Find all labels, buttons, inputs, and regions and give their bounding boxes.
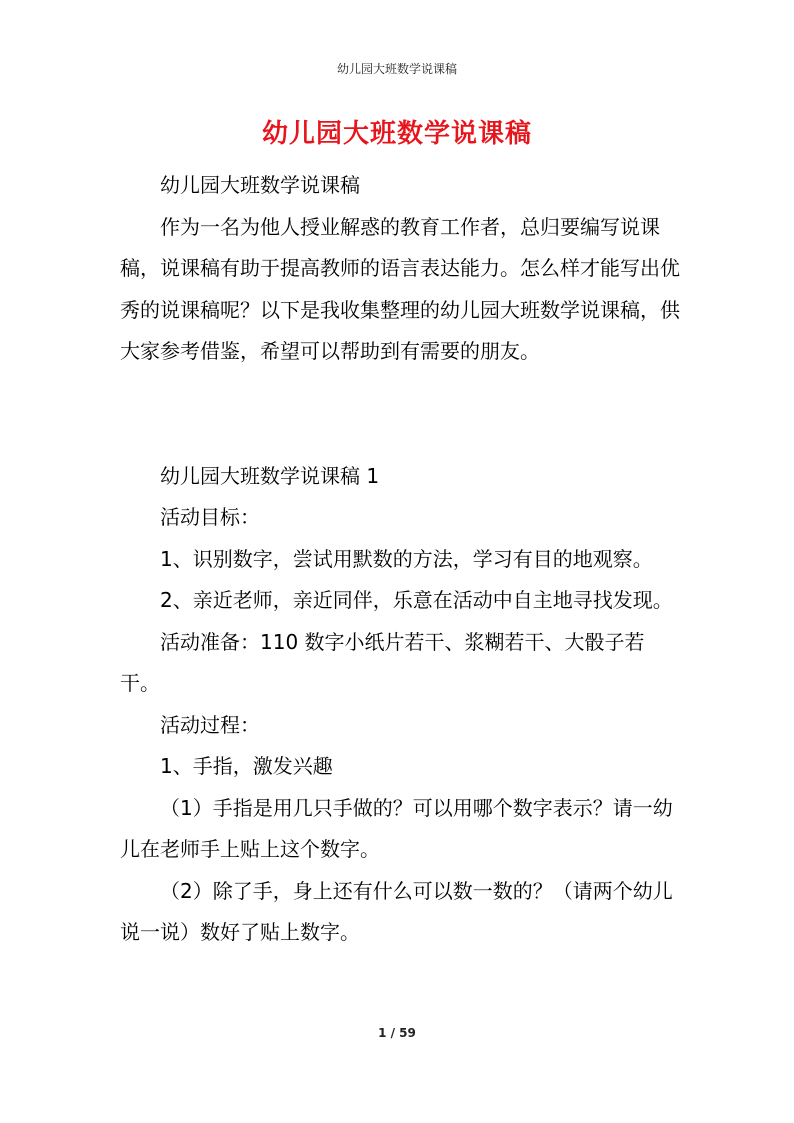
page-number: 1 / 59 [378, 1026, 416, 1040]
paragraph: （1）手指是用几只手做的？可以用哪个数字表示？请一幼儿在老师手上贴上这个数字。 [120, 795, 673, 861]
paragraph: 1、识别数字，尝试用默数的方法，学习有目的地观察。 [160, 546, 653, 571]
section-heading: 幼儿园大班数学说课稿 1 [160, 463, 380, 488]
paragraph: 1、手指，激发兴趣 [160, 754, 333, 778]
paragraph: （2）除了手，身上还有什么可以数一数的？（请两个幼儿说一说）数好了贴上数字。 [120, 878, 673, 944]
document-body [120, 165, 680, 954]
paragraph: 活动准备：110 数字小纸片若干、浆糊若干、大骰子若干。 [120, 629, 645, 695]
paragraph-gap [120, 373, 680, 456]
paragraph: 活动过程： [160, 712, 260, 737]
paragraph: 2、亲近老师，亲近同伴，乐意在活动中自主地寻找发现。 [160, 588, 673, 612]
paragraph: 作为一名为他人授业解惑的教育工作者，总归要编写说课稿，说课稿有助于提高教师的语言表达能力。怎么样才能写出优秀的说课稿呢？以下是我收集整理的幼儿园大班数学说课稿，供大家参考借鉴，希望可以帮助到有需要的朋友。 [120, 214, 680, 363]
document-title: 幼儿园大班数学说课稿 [261, 119, 532, 149]
running-header: 幼儿园大班数学说课稿 [336, 62, 457, 76]
paragraph: 幼儿园大班数学说课稿 [160, 173, 360, 197]
paragraph: 活动目标： [160, 505, 260, 529]
